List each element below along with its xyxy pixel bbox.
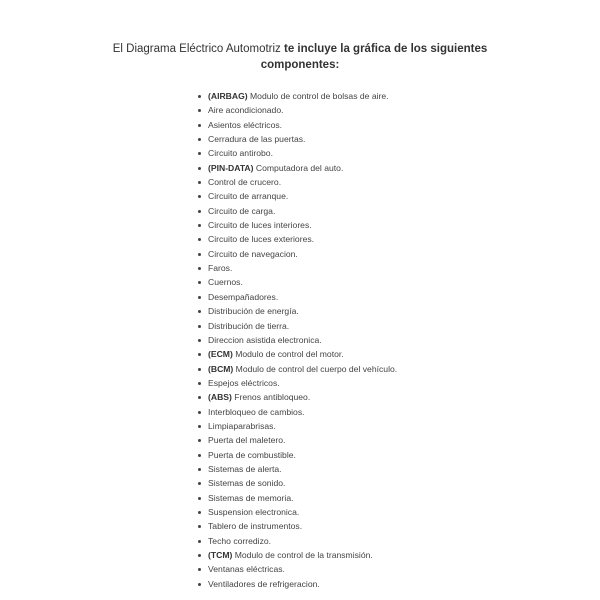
component-label: Limpiaparabrisas.: [208, 420, 276, 431]
component-label: Circuito de arranque.: [208, 191, 289, 202]
list-item: [196, 204, 397, 218]
list-item: [196, 376, 397, 390]
list-item: [196, 491, 397, 505]
list-item: [196, 347, 397, 361]
component-label: Cerradura de las puertas.: [208, 134, 306, 145]
component-label: Puerta del maletero.: [208, 435, 286, 446]
component-label: Ventiladores de refrigeracion.: [208, 578, 320, 589]
component-label: Modulo de control del motor.: [232, 349, 344, 360]
list-item: [196, 405, 397, 419]
list-item: [196, 462, 397, 476]
list-item: [196, 505, 397, 519]
component-label: Desempañadores.: [208, 291, 279, 302]
list-item: [196, 433, 397, 447]
component-abbreviation: (ECM): [208, 349, 233, 360]
list-item: [196, 118, 397, 132]
list-item: [196, 333, 397, 347]
component-label: Faros.: [208, 263, 233, 274]
component-label: Suspension electronica.: [208, 506, 300, 517]
component-label: Circuito de luces interiores.: [208, 220, 312, 231]
component-abbreviation: (TCM): [208, 550, 233, 560]
list-item: [196, 448, 397, 462]
title-normal-text: El Diagrama Eléctrico Automotriz: [112, 43, 285, 55]
component-label: Computadora del auto.: [253, 162, 344, 173]
component-abbreviation: (ABS): [208, 392, 232, 403]
list-item: [196, 548, 397, 562]
list-item: [196, 232, 397, 246]
component-label: Espejos eléctricos.: [208, 377, 280, 388]
list-item: [196, 534, 397, 548]
list-item: [196, 562, 397, 576]
list-item: [196, 419, 397, 433]
list-item: [196, 362, 397, 376]
list-item: [196, 89, 397, 103]
page-title: [100, 41, 500, 73]
component-label: Control de crucero.: [208, 177, 282, 188]
component-label: Modulo de control de la transmisión.: [232, 550, 373, 560]
list-item: [196, 175, 397, 189]
list-item: [196, 519, 397, 533]
component-label: Sistemas de memoria.: [208, 492, 294, 503]
component-label: Frenos antibloqueo.: [231, 392, 311, 403]
component-label: Ventanas eléctricas.: [208, 564, 285, 575]
component-label: Interbloqueo de cambios.: [208, 406, 305, 417]
component-label: Tablero de instrumentos.: [208, 521, 303, 532]
list-item: [196, 189, 397, 203]
list-item: [196, 132, 397, 146]
component-label: Circuito de luces exteriores.: [208, 234, 315, 245]
component-label: Direccion asistida electronica.: [208, 334, 322, 345]
component-label: Aire acondicionado.: [208, 105, 284, 116]
component-abbreviation: (AIRBAG): [208, 91, 248, 101]
component-label: Sistemas de sonido.: [208, 478, 286, 489]
component-label: Techo corredizo.: [208, 535, 272, 546]
list-item: [196, 476, 397, 490]
components-list: [196, 89, 397, 591]
list-item: [196, 390, 397, 404]
component-label: Circuito de carga.: [208, 205, 276, 216]
list-item: [196, 304, 397, 318]
title-bold-text: te incluye la gráfica de los siguientes componentes:: [260, 43, 488, 71]
component-label: Circuito de navegacion.: [208, 248, 298, 259]
component-label: Circuito antirobo.: [208, 148, 273, 159]
component-label: Modulo de control del cuerpo del vehículo.: [233, 363, 398, 374]
component-label: Distribución de tierra.: [208, 320, 290, 331]
list-item: [196, 218, 397, 232]
component-label: Puerta de combustible.: [208, 449, 296, 460]
list-item: [196, 146, 397, 160]
list-item: [196, 275, 397, 289]
list-item: [196, 290, 397, 304]
list-item: [196, 577, 397, 591]
list-item: [196, 103, 397, 117]
list-item: [196, 319, 397, 333]
component-label: Cuernos.: [208, 277, 243, 288]
list-item: [196, 247, 397, 261]
component-abbreviation: (BCM): [208, 363, 234, 374]
list-item: [196, 261, 397, 275]
component-label: Distribución de energía.: [208, 306, 299, 317]
component-abbreviation: (PIN-DATA): [208, 162, 254, 173]
component-label: Sistemas de alerta.: [208, 463, 282, 474]
component-label: Modulo de control de bolsas de aire.: [247, 91, 389, 101]
list-item: [196, 161, 397, 175]
component-label: Asientos eléctricos.: [208, 119, 283, 130]
